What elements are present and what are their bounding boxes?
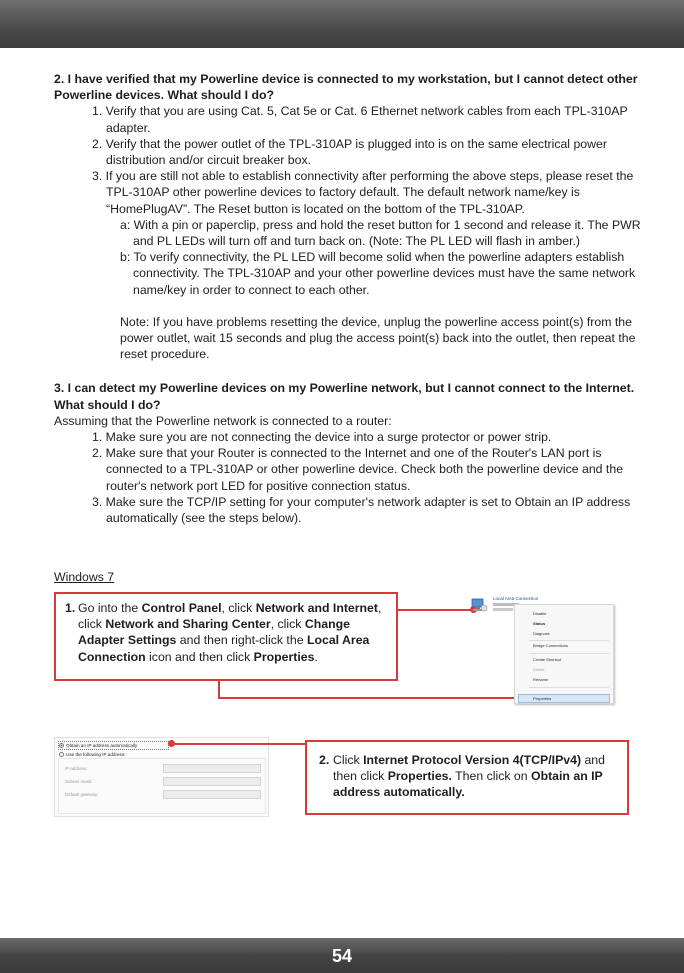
step-1-adapter-settings: Change Adapter Settings (78, 617, 350, 648)
q2-item-1: 1. Verify that you are using Cat. 5, Cat 5e or Cat. 6 Ethernet network cables from each TPL-310AP adapter. (92, 104, 628, 135)
network-adapter-icon (470, 596, 488, 614)
step-1-text: icon and then click (145, 649, 254, 664)
menu-item-diagnose[interactable]: Diagnose (533, 631, 550, 636)
step-1-text: Go into the (78, 601, 142, 615)
faq-content (54, 71, 644, 526)
connector-line (172, 743, 306, 745)
step-2-obtain-ip: Obtain an IP address automatically. (333, 769, 603, 800)
connection-title: Local Area Connection (493, 596, 539, 601)
subnet-mask-field[interactable] (163, 777, 261, 786)
step-1-sharing-center: Network and Sharing Center (105, 617, 271, 632)
step-1-text: . (314, 649, 318, 664)
subnet-mask-label: Subnet mask: (65, 779, 93, 784)
q3-item-3: 3. Make sure the TCP/IP setting for your computer's network adapter is set to Obtain an IP address automatically (see the steps below). (92, 494, 631, 526)
spacer (54, 298, 644, 314)
use-following-ip-label: Use the following IP address: (66, 752, 126, 757)
menu-separator (529, 687, 609, 688)
context-menu (514, 604, 614, 704)
default-gateway-field[interactable] (163, 790, 261, 799)
menu-item-bridge-connections[interactable]: Bridge Connections (533, 643, 568, 648)
windows-7-heading: Windows 7 (54, 570, 115, 584)
connector-line (398, 609, 474, 611)
q3-item-1: 1. Make sure you are not connecting the device into a surge protector or power strip. (92, 430, 552, 445)
step-1-network-internet: Network and Internet (255, 601, 378, 615)
q2-item-2: 2. Verify that the power outlet of the TPL-310AP is plugged into is on the same electrical power distribution and/or circuit breaker box. (92, 136, 607, 168)
q2-item-3: 3. If you are still not able to establish connectivity after performing the above steps, please reset the TPL-310AP other powerline devices to factory default. The default network name/key is “HomePlugAV”. The Reset button is located on the bottom of the TPL-310AP. (92, 169, 634, 216)
obtain-ip-radio[interactable] (59, 743, 137, 749)
context-menu-screenshot (470, 594, 614, 706)
menu-item-disable[interactable]: Disable (533, 611, 547, 616)
q2-sub-item-a: a: With a pin or paperclip, press and hold the reset button for 1 second and release it. The PWR and PL LEDs will turn off and turn back on. (Note: The PL LED will flash in amber.) (120, 217, 641, 249)
step-1-text: , click (221, 601, 256, 615)
step-2-properties: Properties. (387, 769, 452, 784)
connection-subtitle-line (493, 608, 513, 611)
step-2-ipv4: Internet Protocol Version 4(TCP/IPv4) (363, 753, 582, 767)
menu-separator (529, 640, 609, 641)
step-1-control-panel: Control Panel (141, 601, 222, 615)
step-1-properties: Properties (253, 649, 315, 664)
q3-item-2: 2. Make sure that your Router is connected to the Internet and one of the Router's LAN port is connected to a TPL-310AP or other powerline device. Check both the powerline device and the router's network port LED for positive connection status. (92, 446, 624, 493)
step-1-text: , click (78, 601, 382, 632)
connector-line (218, 681, 220, 698)
menu-item-create-shortcut[interactable]: Create Shortcut (533, 657, 562, 662)
menu-item-delete[interactable]: Delete (533, 667, 545, 672)
step-2-number: 2. (319, 753, 330, 767)
spacer (54, 362, 644, 380)
ip-address-field[interactable] (163, 764, 261, 773)
menu-item-properties[interactable]: Properties (533, 696, 552, 701)
menu-highlight (518, 694, 610, 703)
connector-dot (168, 740, 175, 747)
radio-unselected-icon (59, 752, 64, 757)
q2-sub-item-b: b: To verify connectivity, the PL LED will become solid when the powerline adapters establish connectivity. The TPL-310AP and your other powerline devices must have the same network name/key in order to connect to each other. (120, 250, 636, 297)
step-2-text: Then click on (451, 769, 531, 784)
step-1-text: , click (270, 617, 305, 632)
menu-item-rename[interactable]: Rename (533, 677, 549, 682)
q2-note: Note: If you have problems resetting the device, unplug the powerline access point(s) from the power outlet, wait 15 seconds and plug the access point(s) back into the outlet, then repeat the reset procedure. (120, 314, 636, 362)
ip-address-label: IP address: (65, 766, 88, 771)
menu-separator (529, 653, 609, 654)
default-gateway-label: Default gateway: (65, 792, 99, 797)
step-1-number: 1. (65, 601, 76, 615)
step-1-local-area-connection: Local Area Connection (78, 633, 370, 664)
radio-selected-icon (59, 743, 64, 748)
top-header-bar (0, 0, 684, 48)
menu-item-status[interactable]: Status (533, 621, 546, 626)
page-number: 54 (331, 946, 353, 966)
question-2: 2. I have verified that my Powerline device is connected to my workstation, but I cannot detect other Powerline devices. What should I do? (54, 72, 638, 103)
ip-settings-screenshot (54, 737, 269, 817)
q3-intro: Assuming that the Powerline network is connected to a router: (54, 413, 392, 428)
step-1-text: and then right-click the (176, 633, 307, 648)
obtain-ip-label: Obtain an IP address automatically (66, 743, 138, 748)
step-1-box (54, 592, 398, 681)
question-3: 3. I can detect my Powerline devices on my Powerline network, but I cannot connect to the Internet. What should I do? (54, 381, 635, 412)
step-2-text: Click (333, 753, 364, 767)
step-2-box (305, 740, 629, 815)
step-2-text: and then click (333, 753, 605, 784)
